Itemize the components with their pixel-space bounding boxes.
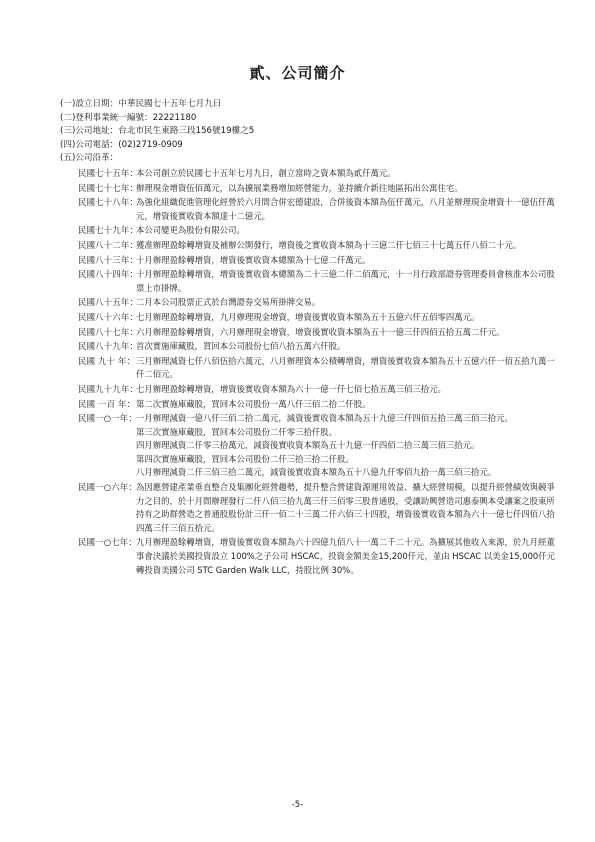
history-text-line: 第三次實施庫藏股，買回本公司股份二仟零三拾仟股。 [136,426,337,437]
company-history [78,167,560,578]
history-text-line: 為因應營建產業垂直整合及集團化經營趨勢，提升整合營建資源運用效益、擴大經營規模，以提升經營績效與競爭力之目的，於十月間辦理發行二仟八佰三拾九萬三仟三佰零三股普通股，受讓助興營造司惠泰興本受讓案之股東所持有之助群營造之普通股股份計三仟一佰二十三萬二仟六佰三十四股，增資後實收資本額為六十一億七仟四佰八拾四萬三仟三佰五拾元。 [136,482,555,533]
history-entry [78,167,560,181]
history-text-line: 一月辦理減資一億八仟三佰二拾二萬元，減資後實收資本額為五十九億三仟四佰五拾三萬三佰三拾元。 [136,413,513,424]
history-text [136,412,560,480]
history-text-line: 第二次實施庫藏股，買回本公司股份一萬八仟三佰二拾二仟股。 [136,398,371,409]
history-text-line: 為強化組織促進管理化經營於六月間合併宏德建設，合併後資本額為伍仟萬元，八月並辦理現金增資十一億伍仟萬元，增資後實收資本額達十二億元。 [136,197,555,221]
history-text [136,398,560,412]
history-entry [78,481,560,535]
history-year: 民國八十三年： [78,254,139,265]
history-entry [78,296,560,310]
history-text [136,182,560,196]
history-text-line: 九月辦理盈餘轉增資，增資後實收資本額為六十四億九佰八十一萬二千二十元。為擴展其他收入來源，於九月經董事會決議於美國投資設立 100%之子公司 HSCAC，投資金額美金15,200仟元，並由 HSCAC 以美金15,000仟元轉投資美國公司 STC Garden Walk LLC，持股比例 30%。 [136,537,555,575]
history-year: 民國一○七年： [78,537,137,548]
history-text [136,296,560,310]
history-text-line: 三月辦理減資七仟八佰伍拾六萬元，八月辦理資本公積轉增資，增資後實收資本額為五十五億六仟一佰五拾九萬一仟二佰元。 [136,355,555,380]
history-entry [78,536,560,577]
history-text-line: 辦理現金增資伍佰萬元，以為擴展業務增加經營能力，並持續介新往地區拓出公寓住宅。 [136,182,463,193]
history-entry [78,196,560,223]
history-text [136,355,560,382]
info-history-heading: (五)公司沿革： [60,153,119,164]
history-year: 民國八十五年： [78,297,139,308]
info-business-id: (二)登利事業統一編號：22221180 [60,112,197,123]
history-year: 民國 一百 年： [78,398,136,409]
history-text [136,167,560,181]
basic-info [60,98,540,166]
history-year: 民國七十七年： [78,182,139,193]
history-text [136,254,560,268]
history-text-line: 本公司變更為股份有限公司。 [136,225,245,236]
history-entry [78,239,560,253]
info-establish-date: (一)設立日期：中華民國七十五年七月九日 [60,99,222,109]
history-year: 民國八十六年： [78,311,139,322]
history-text-line: 二月本公司股票正式於台灣證券交易所掛牌交易。 [136,297,321,308]
history-text-line: 六月辦理盈餘轉增資，六月辦理現金增資，增資後實收資本額為五十一億三仟四佰五拾五萬二仟元。 [136,326,505,337]
history-text-line: 十月辦理盈餘轉增資，增資後實收資本總額為十七億二仟萬元。 [136,254,371,265]
history-text [136,239,560,253]
history-entry [78,254,560,268]
history-text [136,224,560,238]
history-year: 民國七十五年： [78,168,139,178]
page-title: 貳、公司簡介 [249,64,346,82]
history-entry [78,355,560,382]
history-text-line: 七月辦理盈餘轉增資，增資後實收資本額為六十一億一仟七佰七拾五萬三佰三拾元。 [136,383,446,394]
history-text-line: 獲准辦理盈餘轉增資及補辦公開發行，增資後之實收資本額為十三億二仟七佰三十七萬五仟八佰二十元。 [136,239,522,250]
history-text-line: 本公司創立於民國七十五年七月九日，創立當時之資本額為貳仟萬元。 [136,168,396,178]
history-text-line: 七月辦理盈餘轉增資，九月辦理現金增資，增資後實收資本額為五十五億六仟五佰零四萬元。 [136,311,480,322]
history-year: 民國一○六年： [78,482,137,493]
history-entry [78,224,560,238]
history-year: 民國一○一年： [78,413,137,424]
history-year: 民國 九十 年： [78,355,136,366]
history-text-line: 四月辦理減資二仟零三拾萬元，減資後實收資本額為五十九億一仟四佰二拾三萬三佰三拾元。 [136,440,480,451]
history-entry [78,412,560,480]
history-entry [78,311,560,325]
history-text [136,268,560,295]
history-year: 民國八十四年： [78,269,139,280]
history-year: 民國九十九年： [78,383,139,394]
history-text [136,383,560,397]
history-text [136,326,560,340]
history-year: 民國七十九年： [78,225,139,236]
history-year: 民國七十八年： [78,197,139,208]
history-year: 民國八十九年： [78,341,139,352]
history-entry [78,268,560,295]
history-entry [78,340,560,354]
info-phone: (四)公司電話：(02)2719-0909 [60,139,183,150]
history-text [136,536,560,577]
history-text [136,196,560,223]
history-entry [78,398,560,412]
history-text-line: 首次實施庫藏股，買回本公司股份七佰八拾五萬六仟股。 [136,341,346,352]
info-address: (三)公司地址：台北市民生東路三段156號19樓之5 [60,126,255,137]
history-text [136,311,560,325]
history-text [136,340,560,354]
history-text-line: 十月辦理盈餘轉增資，增資後實收資本總額為二十三億二仟二佰萬元，十一月行政部證券管理委員會核准本公司股票上市掛牌。 [136,269,555,293]
history-text-line: 第四次實施庫藏股，買回本公司股份二仟三拾三拾二仟股。 [136,453,354,464]
page-number: -5- [291,800,304,810]
history-text-line: 八月辦理減資二仟三佰三拾二萬元，減資後實收資本額為五十八億九仟零佰九拾一萬三佰三拾元。 [136,467,497,478]
history-year: 民國八十二年： [78,239,139,250]
history-entry [78,326,560,340]
history-entry [78,182,560,196]
history-year: 民國八十七年： [78,326,139,337]
history-text [136,481,560,535]
history-entry [78,383,560,397]
